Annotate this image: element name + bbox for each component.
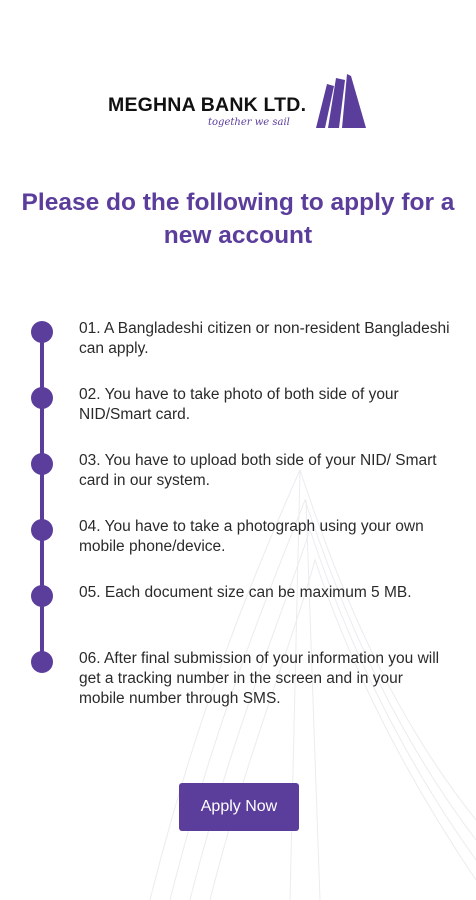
timeline-dot (31, 651, 53, 673)
apply-now-button[interactable]: Apply Now (179, 783, 299, 831)
bank-logo (108, 72, 370, 134)
requirement-text: 05. Each document size can be maximum 5 MB. (79, 584, 412, 601)
requirement-text: 01. A Bangladeshi citizen or non-resident Bangladeshi can apply. (79, 320, 450, 357)
timeline-dot (31, 453, 53, 475)
timeline-dot (31, 519, 53, 541)
requirement-text: 04. You have to take a photograph using your own mobile phone/device. (79, 518, 424, 555)
timeline-dot (31, 321, 53, 343)
timeline-dot (31, 387, 53, 409)
requirement-text: 02. You have to take photo of both side of your NID/Smart card. (79, 386, 399, 423)
bank-name: MEGHNA BANK LTD. (108, 94, 307, 116)
timeline-line (40, 330, 44, 662)
sail-icon (306, 72, 368, 130)
requirement-text: 03. You have to upload both side of your NID/ Smart card in our system. (79, 452, 437, 489)
timeline-dot (31, 585, 53, 607)
bank-tagline: together we sail (208, 117, 290, 128)
requirement-text: 06. After final submission of your information you will get a tracking number in the screen and in your mobile number through SMS. (79, 650, 440, 707)
page-title: Please do the following to apply for a new account (21, 189, 455, 249)
